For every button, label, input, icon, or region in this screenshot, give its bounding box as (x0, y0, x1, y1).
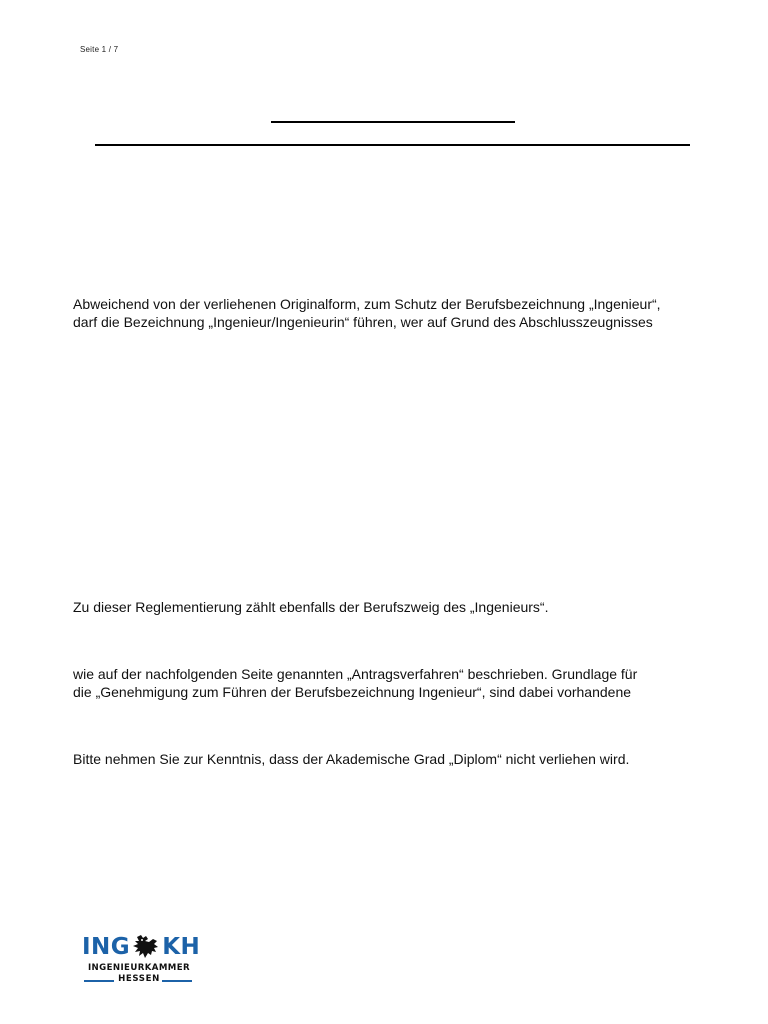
text-line: Abweichend von der verliehenen Originalform, zum Schutz der Berufsbezeichnung „Ingenieur“, (73, 296, 661, 312)
paragraph-antragsverfahren (73, 665, 733, 701)
page-indicator: Seite 1 / 7 (80, 45, 119, 54)
logo-divider-right (162, 980, 192, 982)
paragraph-reglementierung (73, 598, 733, 616)
text-line: die „Genehmigung zum Führen der Berufsbezeichnung Ingenieur“, sind dabei vorhandene (73, 684, 632, 700)
text-line: wie auf der nachfolgenden Seite genannten „Antragsverfahren“ beschrieben. Grundlage für (73, 666, 638, 682)
paragraph-diplom-notice (73, 750, 733, 768)
paragraph-originalform (73, 295, 733, 331)
logo-text-kh: KH (162, 934, 201, 960)
ingkh-logo (82, 932, 200, 984)
lion-icon (131, 934, 161, 960)
title-underline-short (271, 121, 515, 123)
text-line: Bitte nehmen Sie zur Kenntnis, dass der Akademische Grad „Diplom“ nicht verliehen wird. (73, 751, 630, 767)
title-underline-long (95, 144, 690, 146)
logo-region: HESSEN (118, 974, 160, 984)
logo-wordmark (82, 932, 200, 962)
text-line: darf die Bezeichnung „Ingenieur/Ingenieurin“ führen, wer auf Grund des Abschlusszeugnisses (73, 314, 653, 330)
logo-text-ing: ING (82, 934, 131, 960)
logo-subtitle: INGENIEURKAMMER (87, 963, 191, 973)
text-line: Zu dieser Reglementierung zählt ebenfalls der Berufszweig des „Ingenieurs“. (73, 599, 549, 615)
